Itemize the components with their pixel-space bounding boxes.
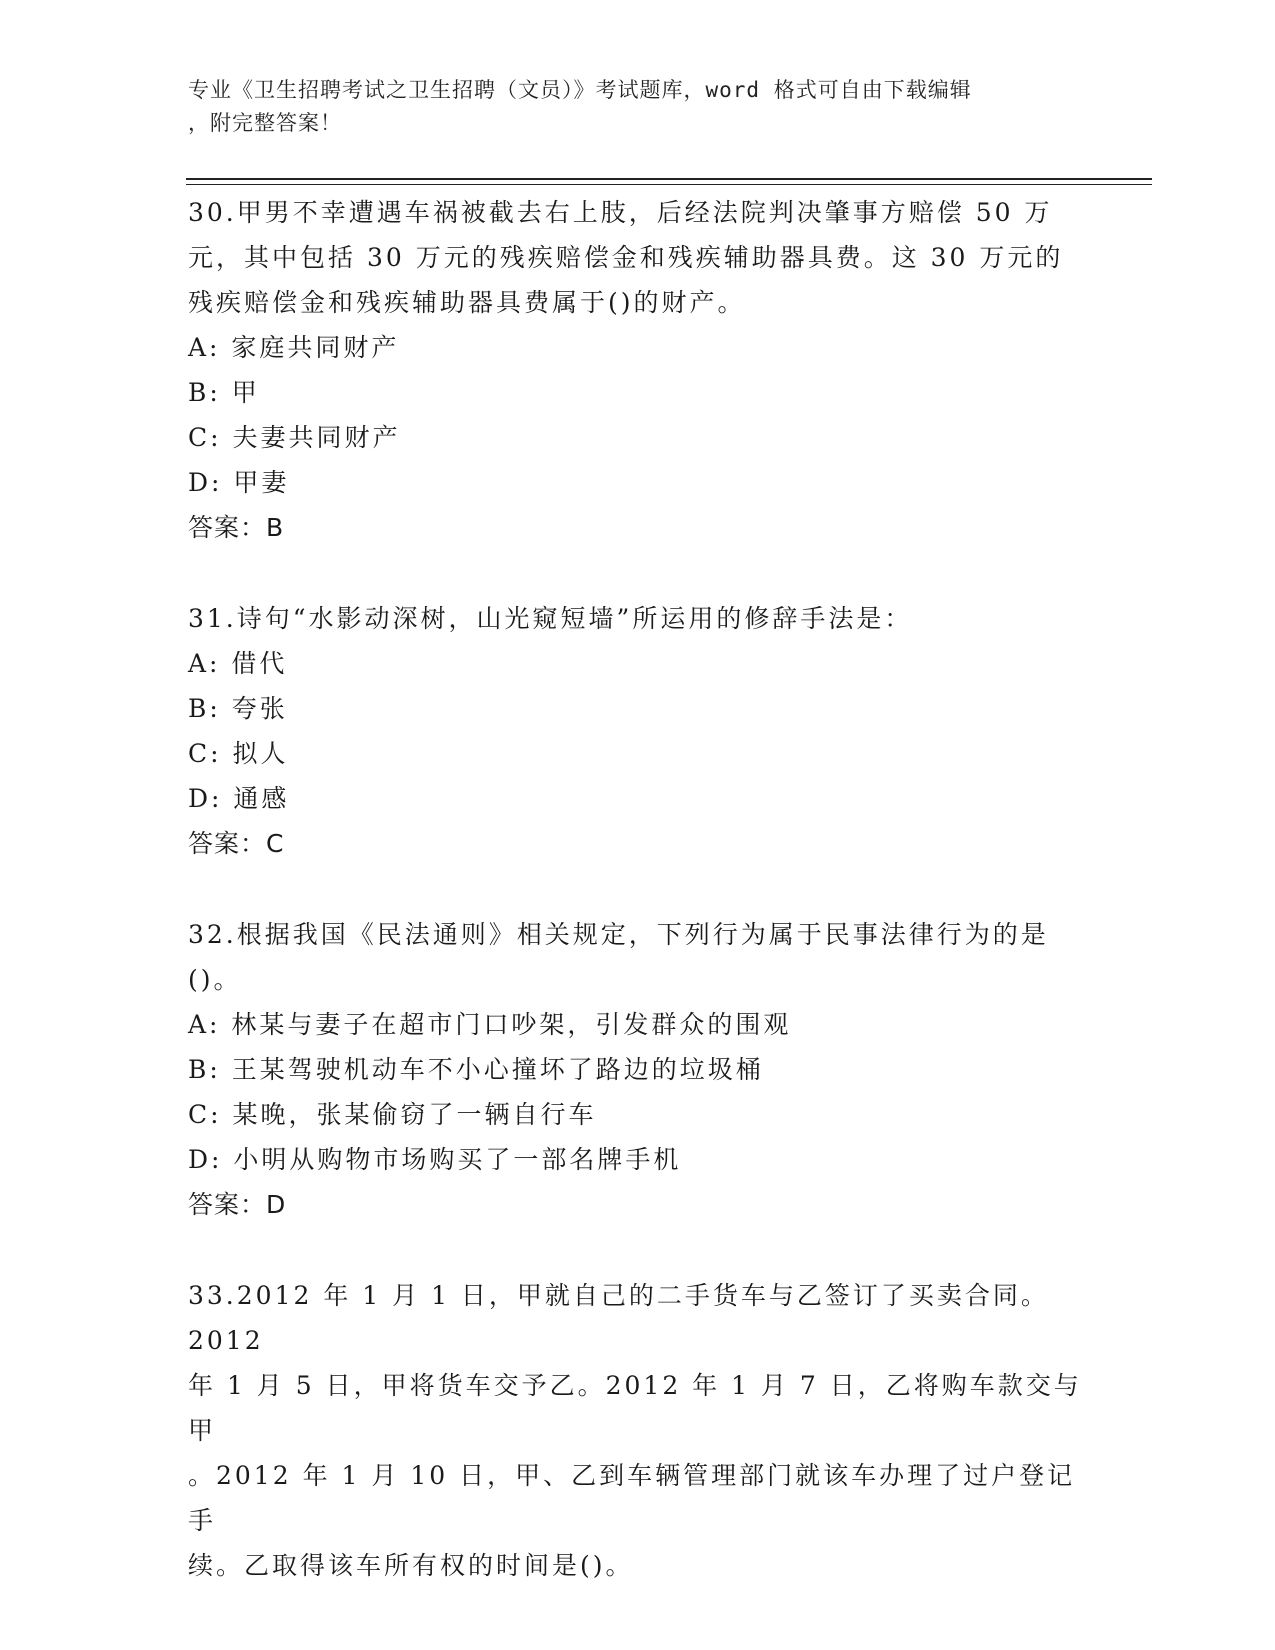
answer-option: D: 甲妻 <box>188 468 290 497</box>
question-block <box>188 912 1088 1227</box>
question-block <box>188 596 1088 866</box>
answer-option: A: 家庭共同财产 <box>188 333 400 362</box>
document-header <box>188 74 1068 140</box>
question-text-line: 31.诗句“水影动深树，山光窥短墙”所运用的修辞手法是： <box>188 604 913 633</box>
answer-option: B: 王某驾驶机动车不小心撞坏了路边的垃圾桶 <box>188 1055 764 1084</box>
question-text-line: ()。 <box>188 965 242 994</box>
question-block <box>188 1273 1088 1588</box>
answer-key: 答案：C <box>188 829 285 858</box>
answer-key: 答案：B <box>188 513 285 542</box>
question-text-line: 续。乙取得该车所有权的时间是()。 <box>188 1551 634 1580</box>
answer-option: A: 林某与妻子在超市门口吵架，引发群众的围观 <box>188 1010 792 1039</box>
answer-key: 答案：D <box>188 1190 287 1219</box>
question-text-line: 33.2012 年 1 月 1 日，甲就自己的二手货车与乙签订了买卖合同。2012 <box>188 1281 1049 1355</box>
answer-option: C: 拟人 <box>188 739 289 768</box>
question-text-line: 元，其中包括 30 万元的残疾赔偿金和残疾辅助器具费。这 30 万元的 <box>188 243 1064 272</box>
question-text-line: 30.甲男不幸遭遇车祸被截去右上肢，后经法院判决肇事方赔偿 50 万 <box>188 198 1053 227</box>
header-rule-thick <box>186 178 1152 180</box>
answer-option: C: 夫妻共同财产 <box>188 423 401 452</box>
question-text-line: 残疾赔偿金和残疾辅助器具费属于()的财产。 <box>188 288 746 317</box>
question-spacer <box>188 866 1088 912</box>
question-spacer <box>188 550 1088 596</box>
answer-option: A: 借代 <box>188 649 288 678</box>
question-text-line: 32.根据我国《民法通则》相关规定，下列行为属于民事法律行为的是 <box>188 920 1049 949</box>
header-line-1: 专业《卫生招聘考试之卫生招聘（文员）》考试题库，word 格式可自由下载编辑 <box>188 78 972 102</box>
question-text-line: 。2012 年 1 月 10 日，甲、乙到车辆管理部门就该车办理了过户登记手 <box>188 1461 1076 1535</box>
question-list <box>188 190 1088 1588</box>
question-spacer <box>188 1227 1088 1273</box>
question-block <box>188 190 1088 550</box>
answer-option: C: 某晚，张某偷窃了一辆自行车 <box>188 1100 597 1129</box>
answer-option: D: 小明从购物市场购买了一部名牌手机 <box>188 1145 682 1174</box>
header-rule-thin <box>186 184 1152 185</box>
answer-option: D: 通感 <box>188 784 290 813</box>
header-line-2: ，附完整答案！ <box>188 111 342 135</box>
question-text-line: 年 1 月 5 日，甲将货车交予乙。2012 年 1 月 7 日，乙将购车款交与甲 <box>188 1371 1082 1445</box>
answer-option: B: 甲 <box>188 378 260 407</box>
answer-option: B: 夸张 <box>188 694 288 723</box>
